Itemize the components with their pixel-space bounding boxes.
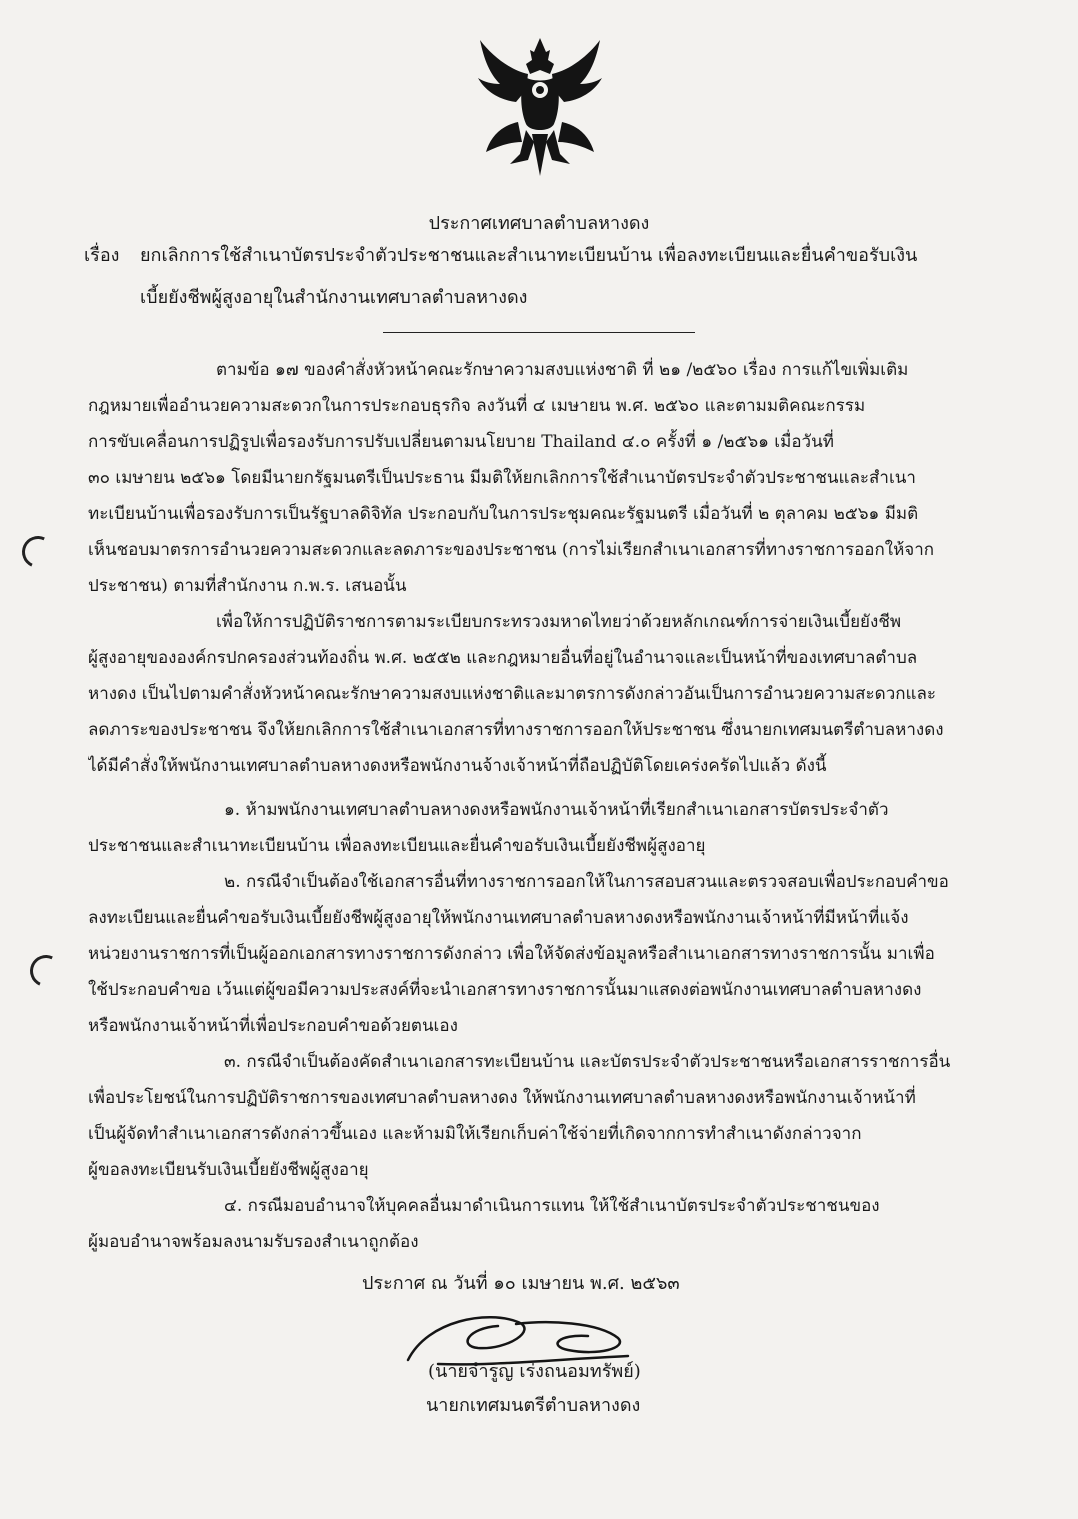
body-line: ใช้ประกอบคำขอ เว้นแต่ผู้ขอมีความประสงค์ที่จะนำเอกสารทางราชการนั้นมาแสดงต่อพนักงานเทศบาลตำบลหางดง	[88, 980, 922, 1000]
body-line: หรือพนักงานเจ้าหน้าที่เพื่อประกอบคำขอด้วยตนเอง	[88, 1016, 458, 1036]
body-line: ๒. กรณีจำเป็นต้องใช้เอกสารอื่นที่ทางราชการออกให้ในการสอบสวนและตรวจสอบเพื่อประกอบคำขอ	[224, 872, 949, 892]
body-line: ประชาชนและสำเนาทะเบียนบ้าน เพื่อลงทะเบียนและยื่นคำขอรับเงินเบี้ยยังชีพผู้สูงอายุ	[88, 836, 706, 856]
body-line: ลงทะเบียนและยื่นคำขอรับเงินเบี้ยยังชีพผู้สูงอายุให้พนักงานเทศบาลตำบลหางดงหรือพนักงานเจ้าหน้าที่มีหน้าที่แจ้ง	[88, 908, 909, 928]
proclamation-date: ประกาศ ณ วันที่ ๑๐ เมษายน พ.ศ. ๒๕๖๓	[362, 1273, 680, 1294]
signer-name: (นายจำรูญ เร่งถนอมทรัพย์)	[428, 1361, 641, 1382]
body-line: หางดง เป็นไปตามคำสั่งหัวหน้าคณะรักษาความสงบแห่งชาติและมาตรการดังกล่าวอันเป็นการอำนวยความสะดวกและ	[88, 684, 937, 704]
binder-hole-top	[17, 531, 58, 572]
signer-position: นายกเทศมนตรีตำบลหางดง	[426, 1395, 641, 1416]
body-line: เพื่อให้การปฏิบัติราชการตามระเบียบกระทรวงมหาดไทยว่าด้วยหลักเกณฑ์การจ่ายเงินเบี้ยยังชีพ	[216, 612, 902, 632]
body-line: เห็นชอบมาตรการอำนวยความสะดวกและลดภาระของประชาชน (การไม่เรียกสำเนาเอกสารที่ทางราชการออกให้จาก	[88, 540, 935, 560]
subject-label: เรื่อง	[84, 245, 120, 266]
subject-line-1: ยกเลิกการใช้สำเนาบัตรประจำตัวประชาชนและสำเนาทะเบียนบ้าน เพื่อลงทะเบียนและยื่นคำขอรับเงิน	[140, 245, 918, 266]
body-line: ได้มีคำสั่งให้พนักงานเทศบาลตำบลหางดงหรือพนักงานจ้างเจ้าหน้าที่ถือปฏิบัติโดยเคร่งครัดไปแล้ว ดังนี้	[88, 756, 827, 776]
binder-hole-bottom	[25, 950, 66, 991]
body-line: ผู้สูงอายุขององค์กรปกครองส่วนท้องถิ่น พ.ศ. ๒๕๕๒ และกฎหมายอื่นที่อยู่ในอำนาจและเป็นหน้าที่ของเทศบาลตำบล	[88, 648, 918, 668]
body-line: ๓๐ เมษายน ๒๕๖๑ โดยมีนายกรัฐมนตรีเป็นประธาน มีมติให้ยกเลิกการใช้สำเนาบัตรประจำตัวประชาชนและสำเนา	[88, 468, 916, 488]
announcement-title: ประกาศเทศบาลตำบลหางดง	[428, 213, 650, 234]
body-line: เป็นผู้จัดทำสำเนาเอกสารดังกล่าวขึ้นเอง และห้ามมิให้เรียกเก็บค่าใช้จ่ายที่เกิดจากการทำสำเนาดังกล่าวจาก	[88, 1124, 862, 1144]
subject-line-2: เบี้ยยังชีพผู้สูงอายุในสำนักงานเทศบาลตำบลหางดง	[140, 287, 528, 308]
body-line: กฎหมายเพื่ออำนวยความสะดวกในการประกอบธุรกิจ ลงวันที่ ๔ เมษายน พ.ศ. ๒๕๖๐ และตามมติคณะกรรม	[88, 396, 866, 416]
body-line: ประชาชน) ตามที่สำนักงาน ก.พ.ร. เสนอนั้น	[88, 576, 407, 596]
body-line: ผู้มอบอำนาจพร้อมลงนามรับรองสำเนาถูกต้อง	[88, 1232, 419, 1252]
body-line: ลดภาระของประชาชน จึงให้ยกเลิกการใช้สำเนาเอกสารที่ทางราชการออกให้ประชาชน ซึ่งนายกเทศมนตรีตำบลหางดง	[88, 720, 944, 740]
body-line: ๓. กรณีจำเป็นต้องคัดสำเนาเอกสารทะเบียนบ้าน และบัตรประจำตัวประชาชนหรือเอกสารราชการอื่น	[224, 1052, 951, 1072]
body-line: ผู้ขอลงทะเบียนรับเงินเบี้ยยังชีพผู้สูงอายุ	[88, 1160, 369, 1180]
body-line: ๑. ห้ามพนักงานเทศบาลตำบลหางดงหรือพนักงานเจ้าหน้าที่เรียกสำเนาเอกสารบัตรประจำตัว	[224, 800, 889, 820]
body-line: ตามข้อ ๑๗ ของคำสั่งหัวหน้าคณะรักษาความสงบแห่งชาติ ที่ ๒๑ /๒๕๖๐ เรื่อง การแก้ไขเพิ่มเติม	[216, 360, 909, 380]
garuda-emblem-icon	[470, 30, 610, 180]
body-line: ทะเบียนบ้านเพื่อรองรับการเป็นรัฐบาลดิจิทัล ประกอบกับในการประชุมคณะรัฐมนตรี เมื่อวันที่ ๒ ตุลาคม ๒๕๖๑ มีมติ	[88, 504, 919, 524]
body-line: หน่วยงานราชการที่เป็นผู้ออกเอกสารทางราชการดังกล่าว เพื่อให้จัดส่งข้อมูลหรือสำเนาเอกสารทางราชการนั้น มาเพื่อ	[88, 944, 935, 964]
body-line: การขับเคลื่อนการปฏิรูปเพื่อรองรับการปรับเปลี่ยนตามนโยบาย Thailand ๔.๐ ครั้งที่ ๑ /๒๕๖๑ เมื่อวันที่	[88, 432, 834, 452]
divider-line	[383, 332, 695, 333]
body-line: เพื่อประโยชน์ในการปฏิบัติราชการของเทศบาลตำบลหางดง ให้พนักงานเทศบาลตำบลหางดงหรือพนักงานเจ้าหน้าที่	[88, 1088, 916, 1108]
body-line: ๔. กรณีมอบอำนาจให้บุคคลอื่นมาดำเนินการแทน ให้ใช้สำเนาบัตรประจำตัวประชาชนของ	[224, 1196, 880, 1216]
